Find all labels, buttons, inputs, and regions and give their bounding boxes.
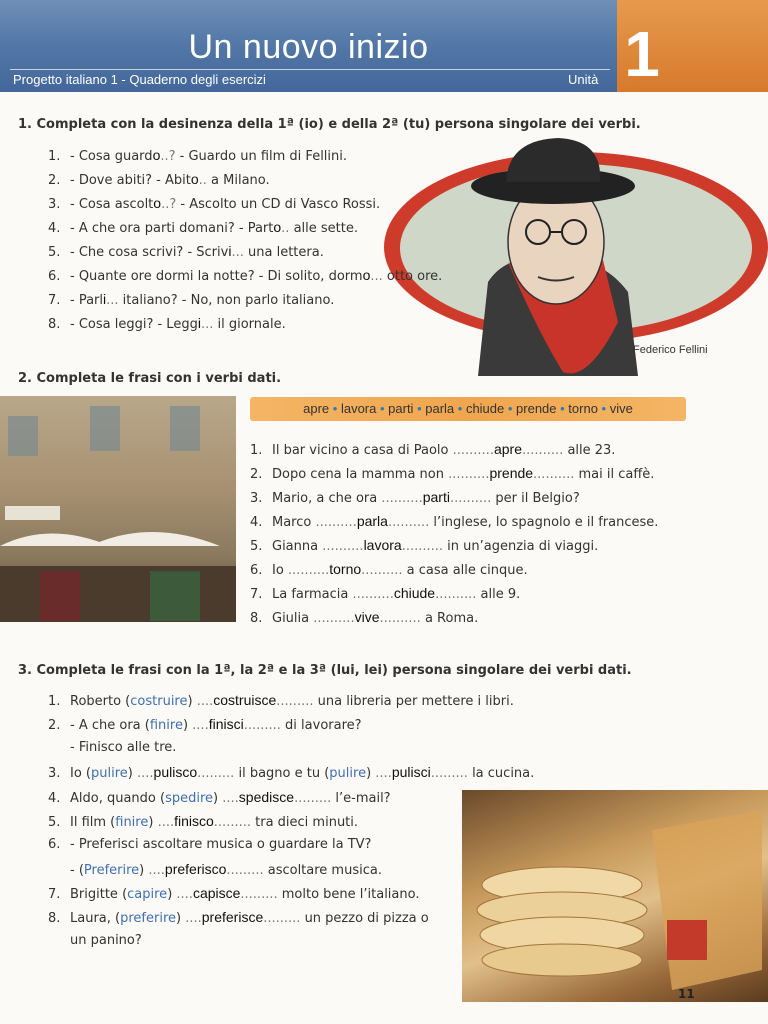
answer-line-right: ......... <box>240 887 278 902</box>
exercise-3-item <box>48 837 371 852</box>
item-number: 4. <box>250 515 263 530</box>
item-answer: o <box>153 195 162 211</box>
answer-line-left: .......... <box>452 443 494 458</box>
verb-option: parla <box>425 401 455 416</box>
item-prompt: - Parl <box>70 293 104 308</box>
item-blank: ..? <box>160 149 176 164</box>
item-blank: ... <box>200 317 214 332</box>
item-number: 3. <box>48 766 61 781</box>
verb-option: apre <box>303 401 330 416</box>
item-answer: apre <box>493 441 522 457</box>
item-prompt: Aldo, quando ( <box>70 791 166 806</box>
exercise-3-item <box>48 885 419 902</box>
item-blank: .. <box>281 221 290 236</box>
exercise-2-item <box>250 537 598 554</box>
item-prompt: Io ( <box>70 766 91 781</box>
item-prompt: - Quante ore dormi la notte? - Di solito, dorm <box>70 269 363 284</box>
answer-line-right: .......... <box>401 539 444 554</box>
item-answer: parti <box>422 489 450 505</box>
item-answer: finisci <box>208 716 244 732</box>
item-number: 1. <box>48 149 61 164</box>
verb-hint: capire <box>127 887 168 902</box>
item-continuation: per il Belgio? <box>491 491 580 506</box>
verb-hint: preferire <box>120 911 177 926</box>
item-prompt: - Dove abiti? - Abit <box>70 173 191 188</box>
item-prompt: - Che cosa scrivi? - Scriv <box>70 245 229 260</box>
exercise-3-item <box>48 764 534 781</box>
item-continuation: - Ascolto un CD di Vasco Rossi. <box>176 197 381 212</box>
exercise-1-item <box>48 315 286 332</box>
item-prompt: Il bar vicino a casa di Paolo <box>272 443 453 458</box>
exercise-1-item <box>48 267 442 284</box>
item-continuation: tra dieci minuti. <box>251 815 359 830</box>
item-continuation: alle sette. <box>289 221 358 236</box>
item-answer: torno <box>329 561 362 577</box>
item-answer: o <box>152 147 161 163</box>
answer-line-left: .... <box>148 863 165 878</box>
item-answer: preferisce <box>201 909 264 925</box>
item-prompt: - A che ora ( <box>70 718 150 733</box>
item-number: 1. <box>250 443 263 458</box>
item-prompt: - ( <box>70 863 84 878</box>
verb-hint: costruire <box>130 694 188 709</box>
verb-hint: finire <box>149 718 183 733</box>
item-paren: ) <box>366 766 376 781</box>
item-number: 1. <box>48 694 61 709</box>
answer-line-right: .......... <box>379 611 421 626</box>
item-continuation: il giornale. <box>213 317 286 332</box>
verb-hint: spedire <box>165 791 214 806</box>
item-continuation: un pezzo di pizza o <box>300 911 429 926</box>
item-paren: ) <box>167 887 177 902</box>
item-answer: chiude <box>393 585 436 601</box>
item-continuation: italiano? - No, non parlo italiano. <box>118 293 335 308</box>
item-number: 5. <box>48 815 61 830</box>
item-blank: ... <box>106 293 119 308</box>
item-prompt: - Preferisci ascoltare musica o guardare la TV? <box>70 837 372 852</box>
item-answer: prende <box>489 465 534 481</box>
answer-line-right: ......... <box>197 766 235 781</box>
item-continuation: di lavorare? <box>280 718 362 733</box>
exercise-3-item <box>48 716 362 733</box>
item-continuation: mai il caffè. <box>574 467 655 482</box>
page-number: 11 <box>678 987 695 1001</box>
unit-label: Unità <box>568 72 599 87</box>
answer-line-right: ......... <box>294 791 332 806</box>
verb-hint: finire <box>115 815 149 830</box>
item-continuation: ascoltare musica. <box>263 863 382 878</box>
answer-line-left: .... <box>222 791 239 806</box>
item-answer: pulisci <box>391 764 431 780</box>
item-number: 6. <box>48 269 61 284</box>
exercise-1-item <box>48 171 270 188</box>
item-number: 2. <box>48 718 61 733</box>
item-prompt: - Cosa leggi? - Legg <box>70 317 198 332</box>
item-paren: ) <box>182 718 193 733</box>
item-paren: ) <box>139 863 149 878</box>
answer-line-right: ......... <box>213 815 251 830</box>
item-paren: ) <box>148 815 158 830</box>
exercise-2-item <box>250 609 478 626</box>
item-paren: ) <box>213 791 223 806</box>
exercise-1-title: 1. Completa con la desinenza della 1ª (io) e della 2ª (tu) persona singolare dei verbi. <box>18 117 641 132</box>
exercise-1-item <box>48 291 334 308</box>
exercise-2-item <box>250 441 615 458</box>
item-number: 6. <box>48 837 61 852</box>
answer-line-right: .......... <box>387 515 430 530</box>
item-blank: .. <box>198 173 207 188</box>
exercise-1-item <box>48 243 324 260</box>
header-divider <box>10 69 610 70</box>
item-number: 7. <box>250 587 263 602</box>
item-continuation: l’inglese, lo spagnolo e il francese. <box>429 515 659 530</box>
item-continuation: - Guardo un film di Fellini. <box>175 149 348 164</box>
answer-line-left: .... <box>157 815 175 830</box>
answer-line-left: .......... <box>352 587 394 602</box>
item-blank: ... <box>231 245 244 260</box>
answer-line-right: .......... <box>533 467 575 482</box>
verb-option: torno <box>568 401 598 416</box>
answer-line-left: .......... <box>448 467 490 482</box>
exercise-1-item <box>48 147 347 164</box>
item-number: 8. <box>250 611 263 626</box>
answer-line-right: ......... <box>226 863 264 878</box>
verb-separator: • <box>413 401 426 416</box>
answer-line-right: ......... <box>430 766 468 781</box>
item-prompt: Gianna <box>272 539 323 554</box>
exercise-1-item <box>48 195 380 212</box>
verb-separator: • <box>454 401 466 416</box>
item-prompt: Brigitte ( <box>70 887 128 902</box>
answer-line-right: .......... <box>435 587 477 602</box>
verb-option: vive <box>609 401 633 416</box>
item-continuation: in un’agenzia di viaggi. <box>443 539 599 554</box>
item-continuation: otto ore. <box>382 269 443 284</box>
item-prompt: Il film ( <box>70 815 116 830</box>
item-continuation: l’e-mail? <box>331 791 391 806</box>
item-paren: ) <box>187 694 197 709</box>
exercise-3-item <box>48 933 142 948</box>
item-prompt: Giulia <box>272 611 314 626</box>
item-answer: pulisco <box>153 764 198 780</box>
exercise-2-item <box>250 561 528 578</box>
verb-separator: • <box>329 401 341 416</box>
item-answer: finisco <box>174 813 214 829</box>
item-number: 8. <box>48 911 61 926</box>
item-answer: vive <box>354 609 380 625</box>
exercise-3-item <box>48 740 176 755</box>
exercise-2-item <box>250 489 580 506</box>
pizza-photo-drawing <box>462 790 768 1002</box>
item-answer: spedisce <box>238 789 295 805</box>
pizza-photo <box>462 790 768 1002</box>
verb-hint: pulire <box>91 766 128 781</box>
answer-line-left: .... <box>196 694 214 709</box>
item-continuation: a Roma. <box>420 611 479 626</box>
item-number: 7. <box>48 293 61 308</box>
verb-option: prende <box>516 401 557 416</box>
item-answer: i <box>103 291 107 307</box>
page-title: Un nuovo inizio <box>188 28 429 66</box>
exercise-3-item <box>48 909 429 926</box>
answer-line-right: .......... <box>521 443 564 458</box>
cafe-photo-drawing <box>0 396 236 622</box>
item-number: 3. <box>48 197 61 212</box>
item-paren: ) <box>127 766 137 781</box>
answer-line-right: ......... <box>276 694 314 709</box>
item-number: 5. <box>250 539 263 554</box>
item-prompt: - Finisco alle tre. <box>70 740 177 755</box>
verb-separator: • <box>597 401 610 416</box>
exercise-3-item <box>48 813 358 830</box>
exercise-2-item <box>250 513 658 530</box>
item-number: 6. <box>250 563 263 578</box>
item-continuation: molto bene l’italiano. <box>277 887 420 902</box>
item-paren: ) <box>176 911 186 926</box>
item-prompt: La farmacia <box>272 587 353 602</box>
answer-line-left: .......... <box>322 539 364 554</box>
answer-line-left: .... <box>137 766 154 781</box>
item-number: 3. <box>250 491 263 506</box>
book-subtitle: Progetto italiano 1 - Quaderno degli esercizi <box>13 72 266 87</box>
item-answer: capisce <box>192 885 241 901</box>
answer-line-right: ......... <box>243 718 281 733</box>
item-number: 8. <box>48 317 61 332</box>
exercise-2-item <box>250 465 654 482</box>
item-prompt: un panino? <box>70 933 142 948</box>
verb-hint: pulire <box>329 766 367 781</box>
item-prompt: - Cosa ascolt <box>70 197 154 212</box>
answer-line-right: .......... <box>449 491 492 506</box>
item-prompt: Dopo cena la mamma non <box>272 467 449 482</box>
item-continuation: a casa alle cinque. <box>402 563 528 578</box>
item-blank: ... <box>370 269 383 284</box>
item-answer: o <box>190 171 199 187</box>
answer-line-left: .... <box>185 911 202 926</box>
item-prompt: Io <box>272 563 288 578</box>
item-answer: preferisco <box>164 861 227 877</box>
item-number: 2. <box>48 173 61 188</box>
item-continuation: la cucina. <box>467 766 535 781</box>
verb-hint: Preferire <box>83 863 140 878</box>
item-answer: costruisce <box>213 692 277 708</box>
item-answer: i <box>228 243 232 259</box>
item-continuation: alle 9. <box>476 587 521 602</box>
fellini-illustration <box>468 132 638 376</box>
cafe-photo <box>0 396 236 622</box>
item-answer: o <box>362 267 371 283</box>
exercise-1-item <box>48 219 358 236</box>
exercise-2-item <box>250 585 520 602</box>
item-number: 2. <box>250 467 263 482</box>
answer-line-left: .... <box>375 766 392 781</box>
item-prompt: Laura, ( <box>70 911 121 926</box>
verb-bank <box>250 401 686 416</box>
verb-separator: • <box>556 401 569 416</box>
item-prompt: - A che ora parti domani? - Part <box>70 221 274 236</box>
item-prompt: Marco <box>272 515 316 530</box>
verb-option: parti <box>388 401 414 416</box>
item-blank: ..? <box>161 197 177 212</box>
verb-option: chiude <box>465 401 505 416</box>
verb-option: lavora <box>340 401 377 416</box>
answer-line-left: .......... <box>313 611 355 626</box>
item-answer: o <box>273 219 282 235</box>
item-number: 5. <box>48 245 61 260</box>
illustration-caption: Federico Fellini <box>633 344 708 356</box>
item-answer: lavora <box>363 537 402 553</box>
item-prompt: Mario, a che ora <box>272 491 382 506</box>
item-number: 7. <box>48 887 61 902</box>
answer-line-right: .......... <box>361 563 403 578</box>
item-prompt: Roberto ( <box>70 694 131 709</box>
item-answer: i <box>197 315 201 331</box>
answer-line-left: .......... <box>315 515 357 530</box>
item-number: 4. <box>48 791 61 806</box>
exercise-3-item <box>48 789 391 806</box>
unit-number: 1 <box>624 18 660 90</box>
item-continuation: una libreria per mettere i libri. <box>313 694 514 709</box>
exercise-3-title: 3. Completa le frasi con la 1ª, la 2ª e la 3ª (lui, lei) persona singolare dei verbi dati. <box>18 663 632 678</box>
answer-line-right: ......... <box>263 911 301 926</box>
item-continuation: il bagno e tu ( <box>234 766 330 781</box>
verb-separator: • <box>376 401 389 416</box>
answer-line-left: .......... <box>287 563 330 578</box>
item-number: 4. <box>48 221 61 236</box>
item-answer: parla <box>356 513 388 529</box>
item-continuation: alle 23. <box>563 443 616 458</box>
exercise-3-item <box>48 861 382 878</box>
answer-line-left: .... <box>176 887 193 902</box>
item-continuation: una lettera. <box>243 245 324 260</box>
item-continuation: a Milano. <box>206 173 270 188</box>
item-prompt: - Cosa guard <box>70 149 153 164</box>
answer-line-left: .... <box>192 718 209 733</box>
verb-separator: • <box>504 401 517 416</box>
exercise-3-item <box>48 692 514 709</box>
exercise-2-title: 2. Completa le frasi con i verbi dati. <box>18 371 282 386</box>
answer-line-left: .......... <box>381 491 423 506</box>
